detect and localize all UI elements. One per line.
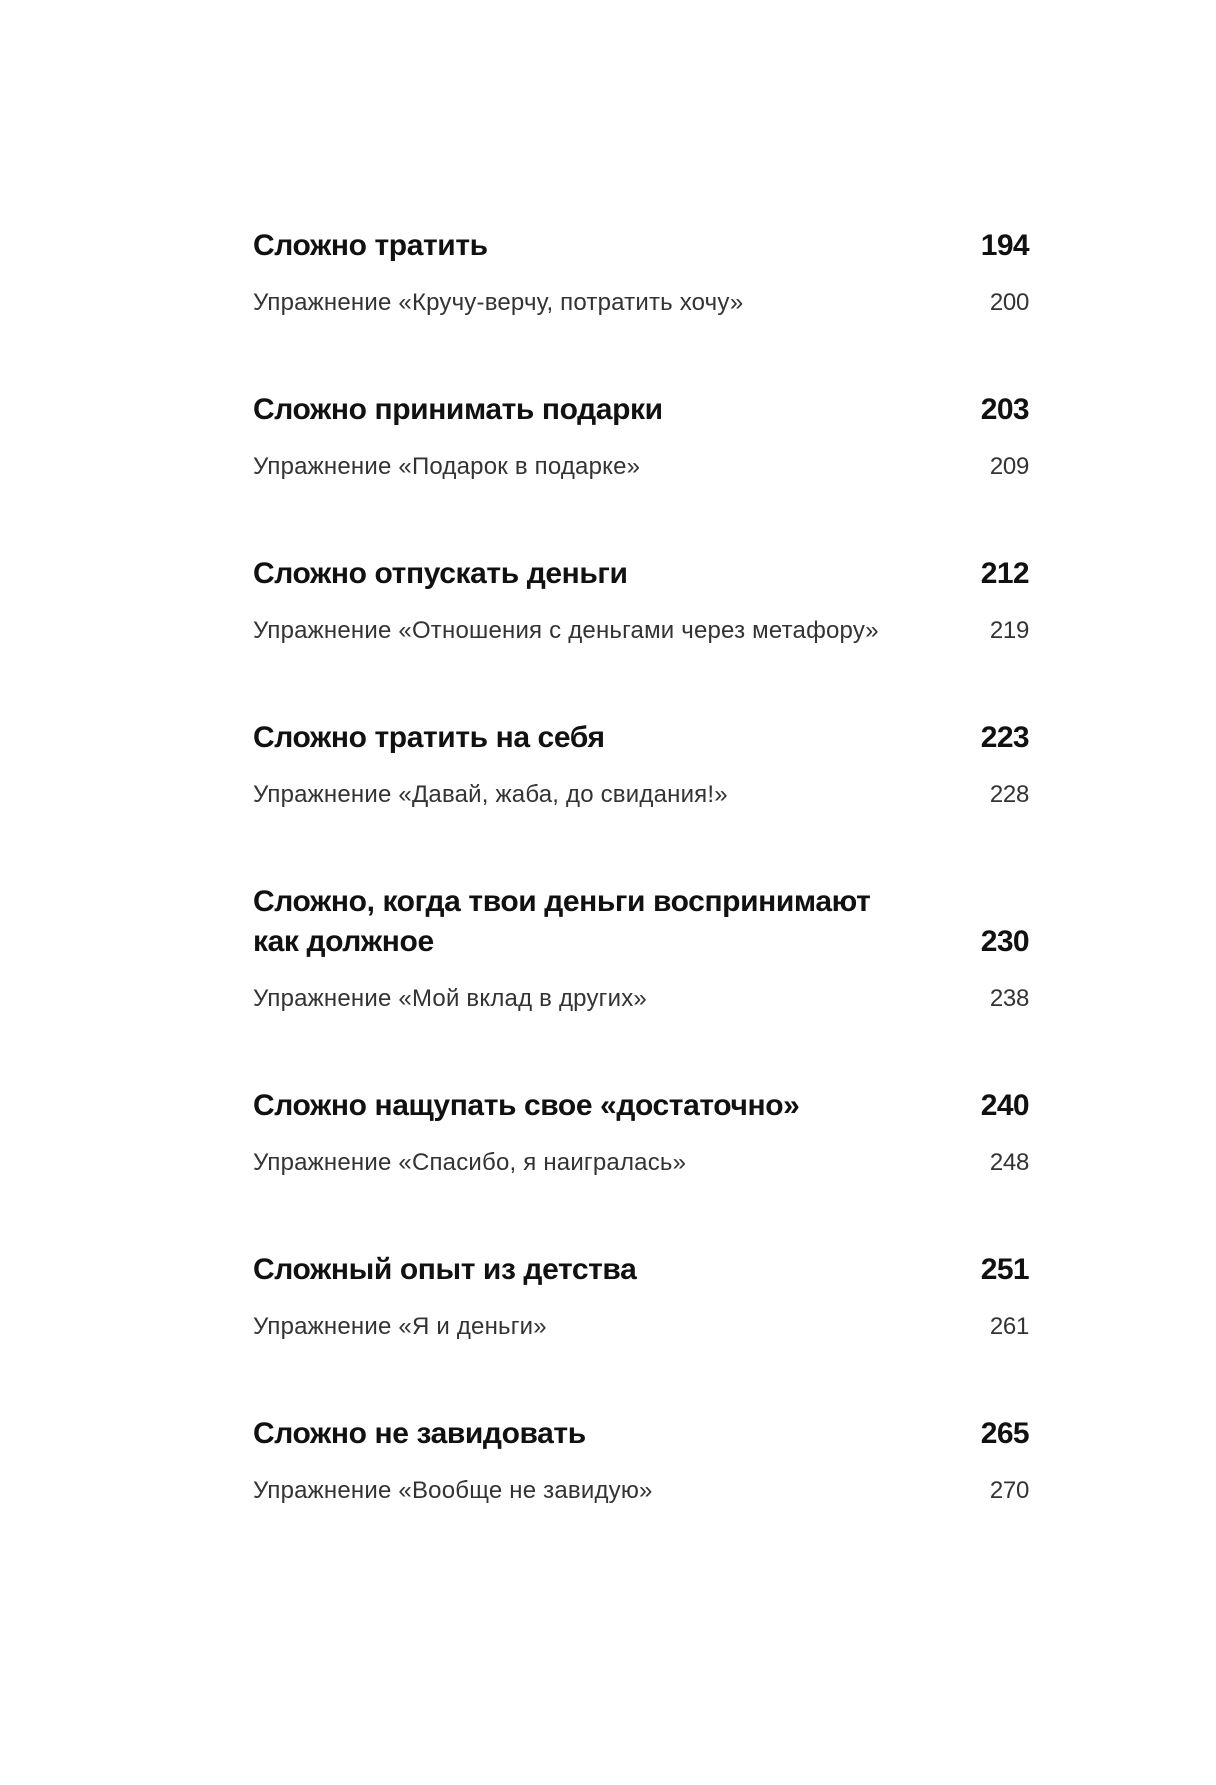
toc-exercise-row[interactable] xyxy=(253,780,1029,810)
exercise-title: Упражнение «Отношения с деньгами через метафору» xyxy=(253,617,879,644)
toc-exercise-row[interactable] xyxy=(253,1148,1029,1178)
chapter-page-number: 212 xyxy=(980,557,1029,590)
exercise-title: Упражнение «Давай, жаба, до свидания!» xyxy=(253,781,728,808)
toc-chapter-row[interactable] xyxy=(253,390,1029,430)
toc-exercise-row[interactable] xyxy=(253,452,1029,482)
exercise-page-number: 200 xyxy=(989,289,1029,316)
exercise-title: Упражнение «Кручу-верчу, потратить хочу» xyxy=(253,289,744,316)
exercise-page-number: 209 xyxy=(989,453,1029,480)
exercise-page-number: 238 xyxy=(989,985,1029,1012)
chapter-title: Сложно не завидовать xyxy=(253,1417,586,1450)
toc-chapter-row[interactable] xyxy=(253,882,1029,962)
toc-chapter-row[interactable] xyxy=(253,718,1029,758)
chapter-page-number: 240 xyxy=(980,1089,1029,1122)
exercise-title: Упражнение «Я и деньги» xyxy=(253,1313,547,1340)
toc-exercise-row[interactable] xyxy=(253,1476,1029,1506)
chapter-page-number: 223 xyxy=(980,721,1029,754)
toc-chapter-row[interactable] xyxy=(253,1414,1029,1454)
toc-exercise-row[interactable] xyxy=(253,616,1029,646)
exercise-page-number: 219 xyxy=(989,617,1029,644)
chapter-page-number: 194 xyxy=(980,229,1029,262)
chapter-title: Сложно тратить на себя xyxy=(253,721,605,754)
chapter-page-number: 265 xyxy=(980,1417,1029,1450)
toc-exercise-row[interactable] xyxy=(253,1312,1029,1342)
exercise-title: Упражнение «Спасибо, я наигралась» xyxy=(253,1149,687,1176)
chapter-page-number: 203 xyxy=(980,393,1029,426)
exercise-title: Упражнение «Подарок в подарке» xyxy=(253,453,641,480)
exercise-page-number: 248 xyxy=(989,1149,1029,1176)
exercise-page-number: 228 xyxy=(989,781,1029,808)
chapter-title: Сложно отпускать деньги xyxy=(253,557,628,590)
chapter-page-number: 230 xyxy=(980,925,1029,958)
chapter-title: Сложный опыт из детства xyxy=(253,1253,637,1286)
toc-chapter-row[interactable] xyxy=(253,226,1029,266)
exercise-title: Упражнение «Вообще не завидую» xyxy=(253,1477,653,1504)
toc-chapter-row[interactable] xyxy=(253,1250,1029,1290)
chapter-page-number: 251 xyxy=(980,1253,1029,1286)
toc-chapter-row[interactable] xyxy=(253,1086,1029,1126)
toc-chapter-row[interactable] xyxy=(253,554,1029,594)
exercise-page-number: 261 xyxy=(989,1313,1029,1340)
toc-exercise-row[interactable] xyxy=(253,288,1029,318)
exercise-title: Упражнение «Мой вклад в других» xyxy=(253,985,647,1012)
toc-exercise-row[interactable] xyxy=(253,984,1029,1014)
chapter-title: Сложно принимать подарки xyxy=(253,393,663,426)
chapter-title: Сложно, когда твои деньги воспринимают как должное xyxy=(253,885,871,958)
chapter-title: Сложно тратить xyxy=(253,229,488,262)
exercise-page-number: 270 xyxy=(989,1477,1029,1504)
chapter-title: Сложно нащупать свое «достаточно» xyxy=(253,1089,800,1122)
